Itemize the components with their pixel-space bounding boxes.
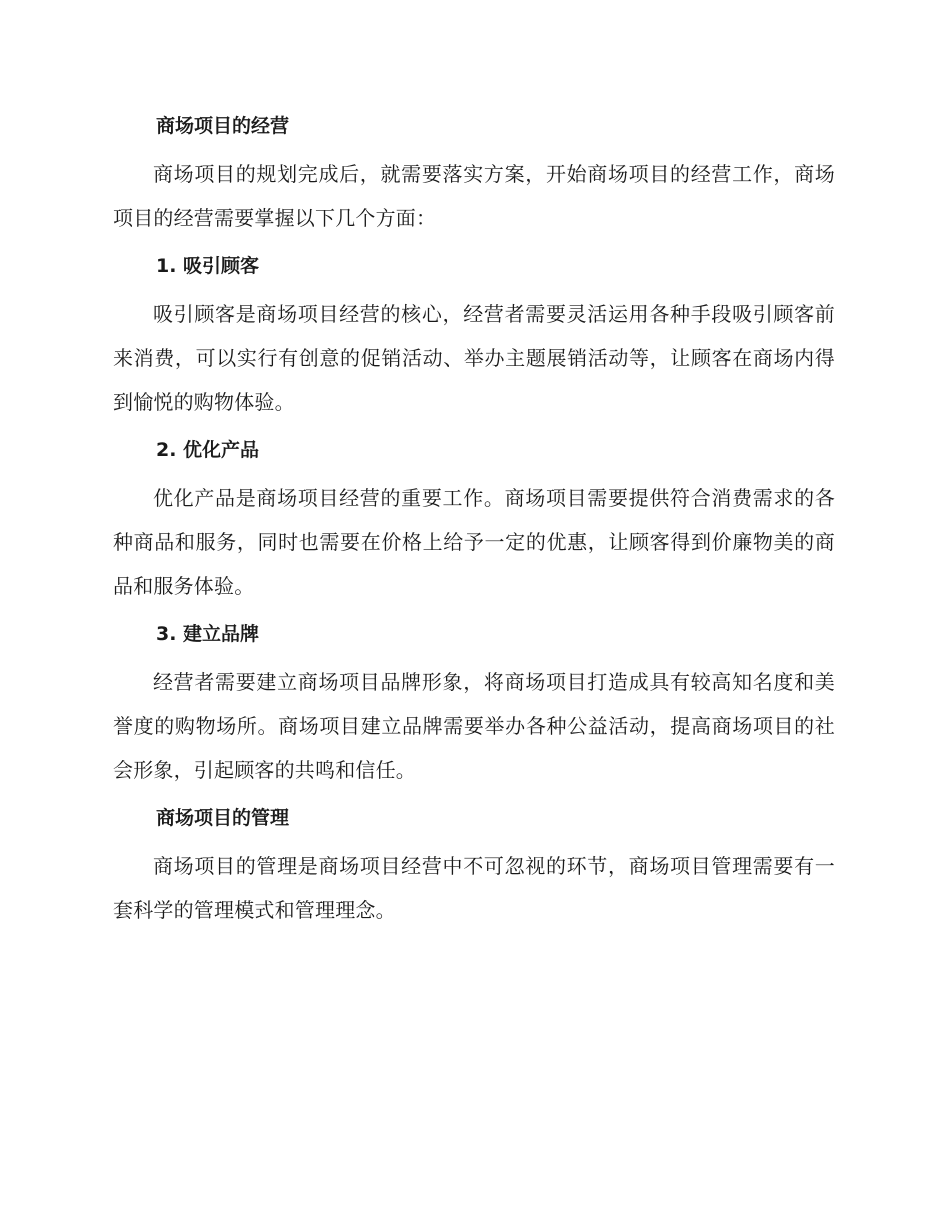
- section-paragraph-build-brand: 经营者需要建立商场项目品牌形象，将商场项目打造成具有较高知名度和美誉度的购物场所。商场项目建立品牌需要举办各种公益活动，提高商场项目的社会形象，引起顾客的共鸣和信任。: [113, 670, 835, 782]
- document-body: [113, 104, 835, 936]
- section-heading-operation: 商场项目的经营: [156, 115, 290, 137]
- section-heading-attract-customers: 1. 吸引顾客: [156, 255, 260, 277]
- section-paragraph-management: 商场项目的管理是商场项目经营中不可忽视的环节，商场项目管理需要有一套科学的管理模式和管理理念。: [113, 854, 835, 922]
- section-paragraph-attract-customers: 吸引顾客是商场项目经营的核心，经营者需要灵活运用各种手段吸引顾客前来消费，可以实行有创意的促销活动、举办主题展销活动等，让顾客在商场内得到愉悦的购物体验。: [113, 302, 835, 414]
- section-paragraph-operation: 商场项目的规划完成后，就需要落实方案，开始商场项目的经营工作，商场项目的经营需要掌握以下几个方面：: [113, 162, 835, 230]
- section-heading-optimize-products: 2. 优化产品: [156, 439, 260, 461]
- section-paragraph-optimize-products: 优化产品是商场项目经营的重要工作。商场项目需要提供符合消费需求的各种商品和服务，同时也需要在价格上给予一定的优惠，让顾客得到价廉物美的商品和服务体验。: [113, 486, 835, 598]
- section-heading-management: 商场项目的管理: [156, 807, 290, 829]
- section-heading-build-brand: 3. 建立品牌: [156, 623, 260, 645]
